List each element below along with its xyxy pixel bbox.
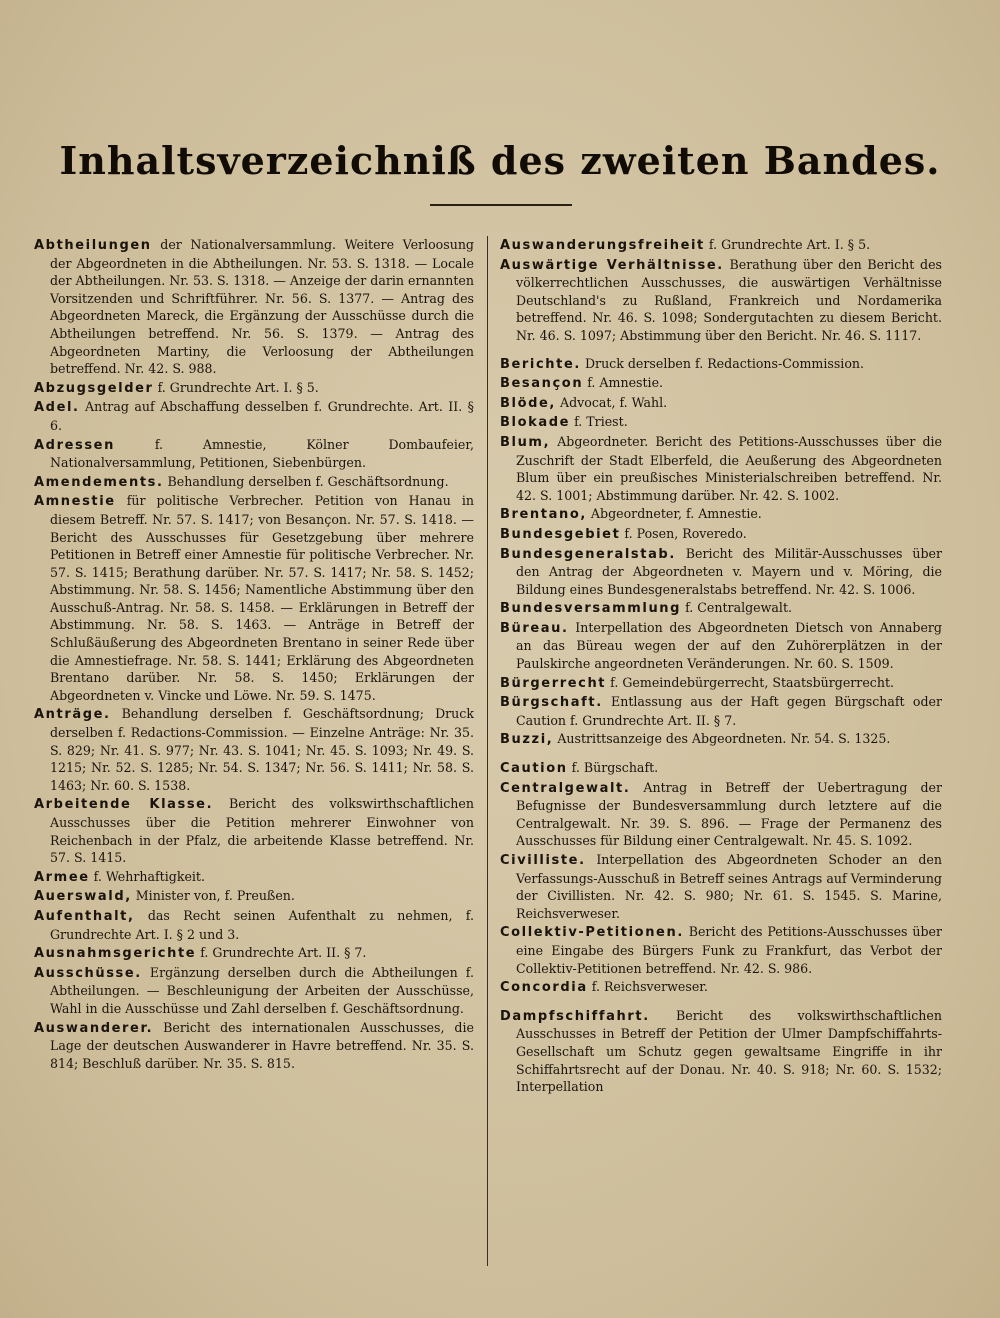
entry-text: f. Reichsverweser. <box>591 979 708 995</box>
entry-term: Brentano, <box>500 507 587 523</box>
entry-text: f. Grundrechte Art. II. § 7. <box>200 945 367 961</box>
entry-text: Bericht des Militär-Ausschusses über den Antrag der Abgeordneten v. Mayern und v. Möring, die Bildung eines Bundesgeneralstabs betreffend. Nr. 42. S. 1006. <box>516 545 942 597</box>
entry-text: Interpellation des Abgeordneten Schoder an den Verfassungs-Ausschuß in Betreff seines Antrags auf Verminderung der Civillisten. Nr. 42. S. 980; Nr. 61. S. 1545. S. Marine, Reichsverweser. <box>516 852 942 921</box>
entry-text: Abgeordneter, f. Amnestie. <box>590 506 762 522</box>
entry-term: Berichte. <box>500 356 581 372</box>
entry-term: Auswanderungsfreiheit <box>500 238 705 253</box>
entry-term: Armee <box>34 869 90 885</box>
index-entry <box>500 505 942 524</box>
index-entry <box>34 795 474 866</box>
entry-text: Antrag in Betreff der Uebertragung der Befugnisse der Bundesversammlung durch letztere auf die Centralgewalt. Nr. 39. S. 896. — Frage der Permanenz des Ausschusses für Bildung einer Centralgewalt. Nr. 45. S. 1092. <box>516 779 942 849</box>
right-column <box>500 236 942 1276</box>
index-entry <box>500 374 942 393</box>
entry-term: Dampfschiffahrt. <box>500 1008 650 1024</box>
index-entry <box>500 236 942 255</box>
entry-term: Adressen <box>34 437 115 453</box>
index-entry <box>34 705 474 794</box>
entry-text: Druck derselben f. Redactions-Commission. <box>584 355 865 371</box>
index-entry <box>34 236 474 378</box>
left-column <box>34 236 474 1276</box>
entry-text: Advocat, f. Wahl. <box>559 394 668 410</box>
entry-term: Amendements. <box>34 474 164 490</box>
entry-text: f. Triest. <box>574 414 628 430</box>
index-entry <box>500 978 942 997</box>
entry-text: Behandlung derselben f. Geschäftsordnung. <box>167 473 449 489</box>
index-entry <box>500 1007 942 1096</box>
index-entry <box>34 492 474 704</box>
entry-text: f. Grundrechte Art. I. § 5. <box>157 379 319 395</box>
entry-term: Bundesgebiet <box>500 526 621 542</box>
entry-term: Amnestie <box>34 494 116 510</box>
index-entry <box>500 851 942 922</box>
index-entry <box>500 413 942 432</box>
index-entry <box>500 674 942 693</box>
entry-term: Blum, <box>500 434 551 450</box>
index-entry <box>500 256 942 345</box>
index-entry <box>34 473 474 492</box>
entry-term: Besançon <box>500 376 584 392</box>
index-entry <box>500 394 942 413</box>
entry-term: Blokade <box>500 415 571 431</box>
entry-text: f. Centralgewalt. <box>685 600 793 616</box>
entry-term: Aufenthalt, <box>34 908 135 924</box>
entry-text: Antrag auf Abschaffung desselben f. Grundrechte. Art. II. § 6. <box>50 399 474 433</box>
entry-term: Caution <box>500 761 568 777</box>
entry-term: Ausschüsse. <box>34 965 142 981</box>
entry-text: Minister von, f. Preußen. <box>135 888 295 904</box>
index-entry <box>34 944 474 963</box>
entry-text: f. Wehrhaftigkeit. <box>93 868 205 884</box>
index-entry <box>500 779 942 850</box>
entry-text: f. Gemeindebürgerrecht, Staatsbürgerrecht. <box>610 674 895 690</box>
index-entry <box>34 398 474 434</box>
index-entry <box>500 730 942 749</box>
entry-text: Bericht des internationalen Ausschusses, die Lage der deutschen Auswanderer in Havre betreffend. Nr. 35. S. 814; Beschluß darüber. Nr. 35. S. 815. <box>50 1019 474 1071</box>
index-entry <box>34 436 474 472</box>
entry-term: Bundesversammlung <box>500 601 682 617</box>
entry-text: f. Posen, Roveredo. <box>624 525 747 541</box>
entry-term: Buzzi, <box>500 732 554 748</box>
entry-text: Entlassung aus der Haft gegen Bürgschaft oder Caution f. Grundrechte Art. II. § 7. <box>516 694 942 728</box>
index-entry <box>34 907 474 943</box>
entry-term: Abtheilungen <box>34 238 152 253</box>
index-entry <box>500 545 942 599</box>
entry-text: f. Bürgschaft. <box>571 760 659 776</box>
index-entry <box>34 887 474 906</box>
index-entry <box>34 868 474 887</box>
entry-term: Auswanderer. <box>34 1020 154 1036</box>
index-entry <box>500 923 942 977</box>
entry-term: Auerswald, <box>34 889 132 905</box>
entry-term: Büreau. <box>500 620 569 636</box>
entry-term: Bundesgeneralstab. <box>500 546 676 562</box>
entry-text: Behandlung derselben f. Geschäftsordnung; Druck derselben f. Redactions-Commission. — Einzelne Anträge: Nr. 35. S. 829; Nr. 41. S. 977; Nr. 43. S. 1041; Nr. 45. S. 1093; Nr. 49. S. 1215; Nr. 52. S. 1285; Nr. 54. S. 1347; Nr. 56. S. 1411; Nr. 58. S. 1463; Nr. 60. S. 1538. <box>50 706 474 793</box>
entry-term: Civilliste. <box>500 853 586 868</box>
entry-text: Bericht des volkswirthschaftlichen Ausschusses über die Petition mehrerer Einwohner von Reichenbach in der Pfalz, die arbeitende Klasse betreffend. Nr. 57. S. 1415. <box>50 796 474 866</box>
page-title: Inhaltsverzeichniß des zweiten Bandes. <box>59 138 941 183</box>
entry-term: Collektiv-Petitionen. <box>500 925 684 941</box>
entry-text: Bericht des volkswirthschaftlichen Ausschusses in Betreff der Petition der Ulmer Dampfschiffahrts-Gesellschaft um Schutz gegen gewaltsame Eingriffe in ihr Schiffahrtsrecht auf der Donau. Nr. 40. S. 918; Nr. 60. S. 1532; Interpellation <box>516 1007 942 1095</box>
entry-term: Anträge. <box>34 707 111 723</box>
entry-term: Blöde, <box>500 395 556 411</box>
index-entry <box>500 599 942 618</box>
entry-term: Ausnahmsgerichte <box>34 946 197 962</box>
entry-text: der Nationalversammlung. Weitere Verloosung der Abgeordneten in die Abtheilungen. Nr. 53. S. 1318. — Locale der Abtheilungen. Nr. 53. S. 1318. — Anzeige der darin ernannten Vorsitzenden und Schriftführer. Nr. 56. S. 1377. — Antrag des Abgeordneten Mareck, die Ergänzung der Ausschüsse durch die Abtheilungen betreffend. Nr. 56. S. 1379. — Antrag des Abgeordneten Martiny, die Verloosung der Abtheilungen betreffend. Nr. 42. S. 988. <box>50 237 474 377</box>
entry-text: das Recht seinen Aufenthalt zu nehmen, f. Grundrechte Art. I. § 2 und 3. <box>50 907 474 942</box>
index-entry <box>500 355 942 374</box>
entry-text: Austrittsanzeige des Abgeordneten. Nr. 54. S. 1325. <box>557 731 891 747</box>
entry-text: f. Grundrechte Art. I. § 5. <box>708 237 871 252</box>
entry-term: Adel. <box>34 400 80 416</box>
index-entry <box>34 964 474 1018</box>
entry-term: Concordia <box>500 980 588 996</box>
entry-term: Bürgschaft. <box>500 695 603 711</box>
index-entry <box>500 759 942 778</box>
entry-term: Centralgewalt. <box>500 780 631 796</box>
entry-term: Arbeitende Klasse. <box>34 797 214 813</box>
entry-text: Abgeordneter. Bericht des Petitions-Ausschusses über die Zuschrift der Stadt Elberfeld, die Aeußerung des Abgeordneten Blum über ein preußisches Ministerialschreiben betreffend. Nr. 42. S. 1001; Abstimmung darüber. Nr. 42. S. 1002. <box>516 433 942 503</box>
entry-text: für politische Verbrecher. Petition von Hanau in diesem Betreff. Nr. 57. S. 1417; von Besançon. Nr. 57. S. 1418. — Bericht des Ausschusses für Gesetzgebung über mehrere Petitionen in Betreff einer Amnestie für politische Verbrecher. Nr. 57. S. 1415; Berathung darüber. Nr. 57. S. 1417; Nr. 58. S. 1452; Abstimmung. Nr. 58. S. 1456; Namentliche Abstimmung über den Ausschuß-Antrag. Nr. 58. S. 1458. — Erklärungen in Betreff der Abstimmung. Nr. 58. S. 1463. — Anträge in Betreff der Schlußäußerung des Abgeordneten Brentano in seiner Rede über die Amnestiefrage. Nr. 58. S. 1441; Erklärung des Abgeordneten Brentano darüber. Nr. 58. S. 1450; Erklärungen der Abgeordneten v. Vincke und Löwe. Nr. 59. S. 1475. <box>50 493 474 703</box>
index-entry <box>34 379 474 398</box>
index-entry <box>500 433 942 504</box>
index-entry <box>500 619 942 673</box>
entry-text: f. Amnestie, Kölner Dombaufeier, Nationalversammlung, Petitionen, Siebenbürgen. <box>50 436 474 471</box>
entry-text: Ergänzung derselben durch die Abtheilungen f. Abtheilungen. — Beschleunigung der Arbeiten der Ausschüsse, Wahl in die Ausschüsse und Zahl derselben f. Geschäftsordnung. <box>50 964 474 1016</box>
entry-text: Bericht des Petitions-Ausschusses über eine Eingabe des Bürgers Funk zu Frankfurt, das Verbot der Collektiv-Petitionen betreffend. Nr. 42. S. 986. <box>516 924 942 976</box>
entry-term: Auswärtige Verhältnisse. <box>500 257 724 273</box>
entry-term: Bürgerrecht <box>500 675 607 691</box>
column-divider <box>487 236 488 1266</box>
index-entry <box>34 1019 474 1073</box>
entry-text: Berathung über den Bericht des völkerrechtlichen Ausschusses, die auswärtigen Verhältnisse Deutschland's zu Rußland, Frankreich und Nordamerika betreffend. Nr. 46. S. 1098; Sondergutachten zu diesem Bericht. Nr. 46. S. 1097; Abstimmung über den Bericht. Nr. 46. S. 1117. <box>516 256 942 343</box>
entry-text: f. Amnestie. <box>587 375 664 391</box>
entry-term: Abzugsgelder <box>34 380 154 396</box>
title-rule <box>430 204 572 206</box>
index-entry <box>500 525 942 544</box>
index-entry <box>500 693 942 729</box>
entry-text: Interpellation des Abgeordneten Dietsch von Annaberg an das Büreau wegen der auf den Zuhörerplätzen in der Paulskirche angeordneten Veränderungen. Nr. 60. S. 1509. <box>516 619 942 672</box>
